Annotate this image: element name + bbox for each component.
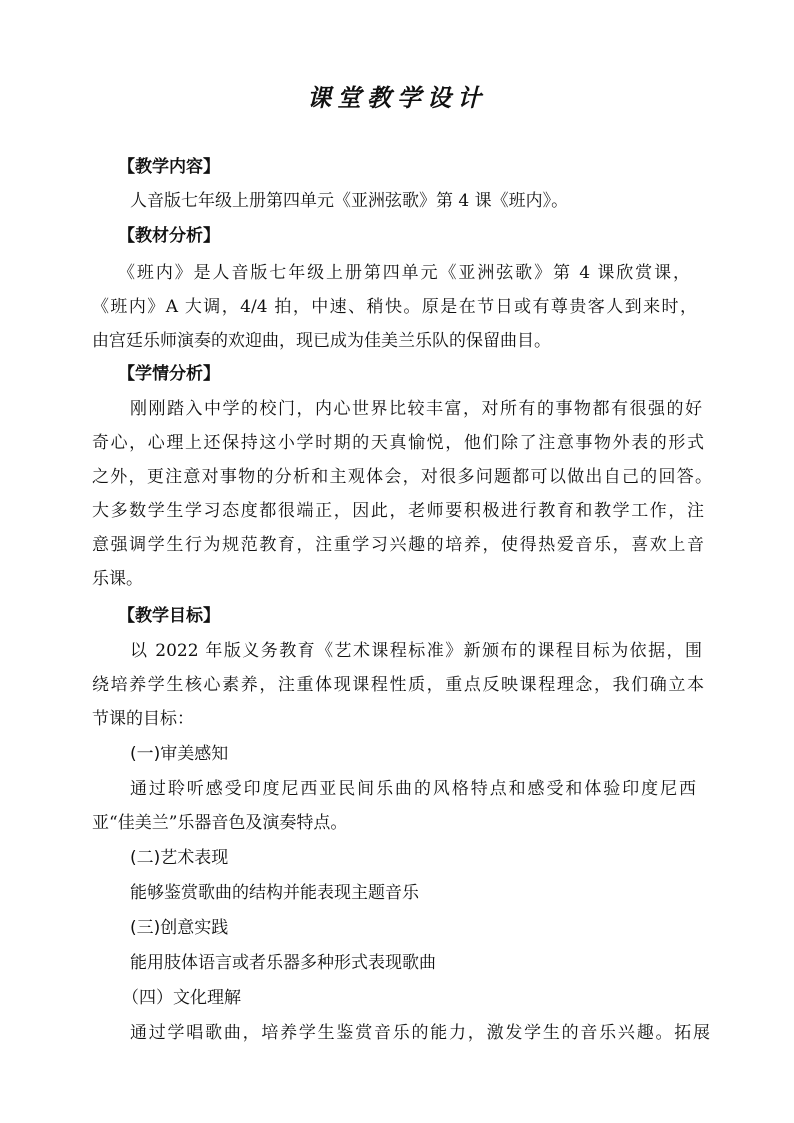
subsection-heading-aesthetic: (一)审美感知 [130,744,229,764]
paragraph-line: 节课的目标： [92,709,194,729]
subsection-heading-practice: (三)创意实践 [130,918,229,938]
section-heading-material: 【教材分析】 [118,226,220,246]
paragraph-line: 能够鉴赏歌曲的结构并能表现主题音乐 [130,883,419,903]
section-heading-students: 【学情分析】 [118,364,220,384]
paragraph-line: 大多数学生学习态度都很端正，因此，老师要积极进行教育和教学工作，注 [92,501,704,521]
subsection-heading-culture: （四）文化理解 [122,988,241,1008]
paragraph-line: 由宫廷乐师演奏的欢迎曲，现已成为佳美兰乐队的保留曲目。 [92,331,551,351]
section-heading-goals: 【教学目标】 [118,606,220,626]
paragraph-line: 亚“佳美兰”乐器音色及演奏特点。 [92,813,348,833]
paragraph-line: 《班内》是人音版七年级上册第四单元《亚洲弦歌》第 4 课欣赏课， [118,263,690,283]
paragraph-line: 奇心，心理上还保持这小学时期的天真愉悦，他们除了注意事物外表的形式 [92,433,704,453]
paragraph-line: 通过聆听感受印度尼西亚民间乐曲的风格特点和感受和体验印度尼西 [130,779,696,799]
paragraph-line: 通过学唱歌曲，培养学生鉴赏音乐的能力，激发学生的音乐兴趣。拓展 [130,1023,710,1043]
paragraph-line: 之外，更注意对事物的分析和主观体会，对很多问题都可以做出自己的回答。 [92,467,712,487]
paragraph-line: 乐课。 [92,569,143,589]
paragraph-line: 以 2022 年版义务教育《艺术课程标准》新颁布的课程目标为依据，围 [130,641,702,661]
paragraph-line: 意强调学生行为规范教育，注重学习兴趣的培养，使得热爱音乐，喜欢上音 [92,535,704,555]
paragraph-line: 绕培养学生核心素养，注重体现课程性质，重点反映课程理念，我们确立本 [92,675,704,695]
section-heading-content: 【教学内容】 [118,157,220,177]
paragraph-line: 《班内》A 大调，4/4 拍，中速、稍快。原是在节日或有尊贵客人到来时， [92,297,697,317]
paragraph-line: 人音版七年级上册第四单元《亚洲弦歌》第 4 课《班内》。 [130,191,569,211]
paragraph-line: 刚刚踏入中学的校门，内心世界比较丰富，对所有的事物都有很强的好 [130,399,702,419]
subsection-heading-expression: (二)艺术表现 [130,848,229,868]
page-title: 课堂教学设计 [307,83,487,112]
paragraph-line: 能用肢体语言或者乐器多种形式表现歌曲 [130,953,436,973]
